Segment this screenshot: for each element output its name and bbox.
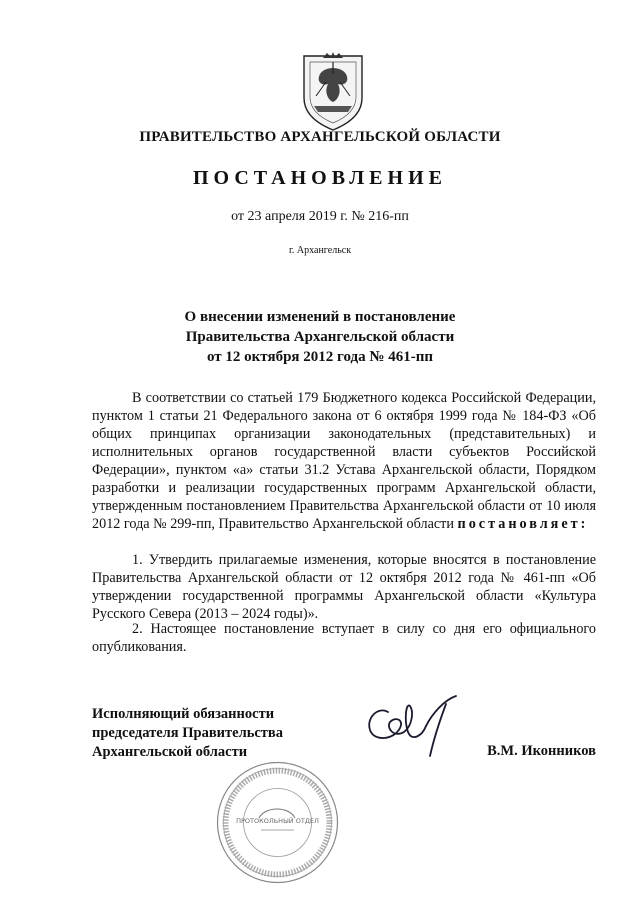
coat-of-arms-icon xyxy=(298,52,368,132)
signer-title-line: Архангельской области xyxy=(92,744,248,760)
signer-name: В.М. Иконников xyxy=(487,743,596,759)
item-1-paragraph: 1. Утвердить прилагаемые изменения, которые вносятся в постановление Правительства Архангельской области от 12 октября 2012 года № 461-пп «Об утверждении государственной программы Архангельской области «Культура Русского Севера (2013 – 2024 годы)». xyxy=(92,552,596,622)
signer-title-line: председателя Правительства xyxy=(92,725,284,741)
stamp-text: ПРОТОКОЛЬНЫЙ ОТДЕЛ xyxy=(236,817,319,825)
document-city: г. Архангельск xyxy=(288,245,352,256)
handwritten-signature-icon xyxy=(360,690,470,760)
official-seal-icon xyxy=(215,760,340,885)
preamble-text: В соответствии со статьей 179 Бюджетного кодекса Российской Федерации, пунктом 1 статьи 21 Федерального закона от 6 октября 1999 года № 184-ФЗ «Об общих принципах организации законодательных (представительных) и исполнительных органов государственной власти субъектов Российской Федерации», пунктом «а» статьи 31.2 Устава Архангельской области, Порядком разработки и реализации государственных программ Архангельской области, утвержденным постановлением Правительства Архангельской области от 10 июля 2012 года № 299-пп, Правительство Архангельской области xyxy=(92,390,596,532)
subject-line: от 12 октября 2012 года № 461-пп xyxy=(206,349,433,365)
signer-title-line: Исполняющий обязанности xyxy=(92,706,275,722)
document-type: ПОСТАНОВЛЕНИЕ xyxy=(193,167,447,189)
preamble-paragraph xyxy=(92,389,596,533)
item-2-paragraph: 2. Настоящее постановление вступает в силу со дня его официального опубликования. xyxy=(92,621,596,655)
document-subject xyxy=(0,307,640,367)
resolves-word: постановляет: xyxy=(457,516,589,532)
signer-title xyxy=(92,705,352,762)
subject-line: Правительства Архангельской области xyxy=(185,329,455,345)
subject-line: О внесении изменений в постановление xyxy=(184,309,456,325)
government-name: ПРАВИТЕЛЬСТВО АРХАНГЕЛЬСКОЙ ОБЛАСТИ xyxy=(139,129,501,145)
document-date-number: от 23 апреля 2019 г. № 216-пп xyxy=(231,209,409,224)
